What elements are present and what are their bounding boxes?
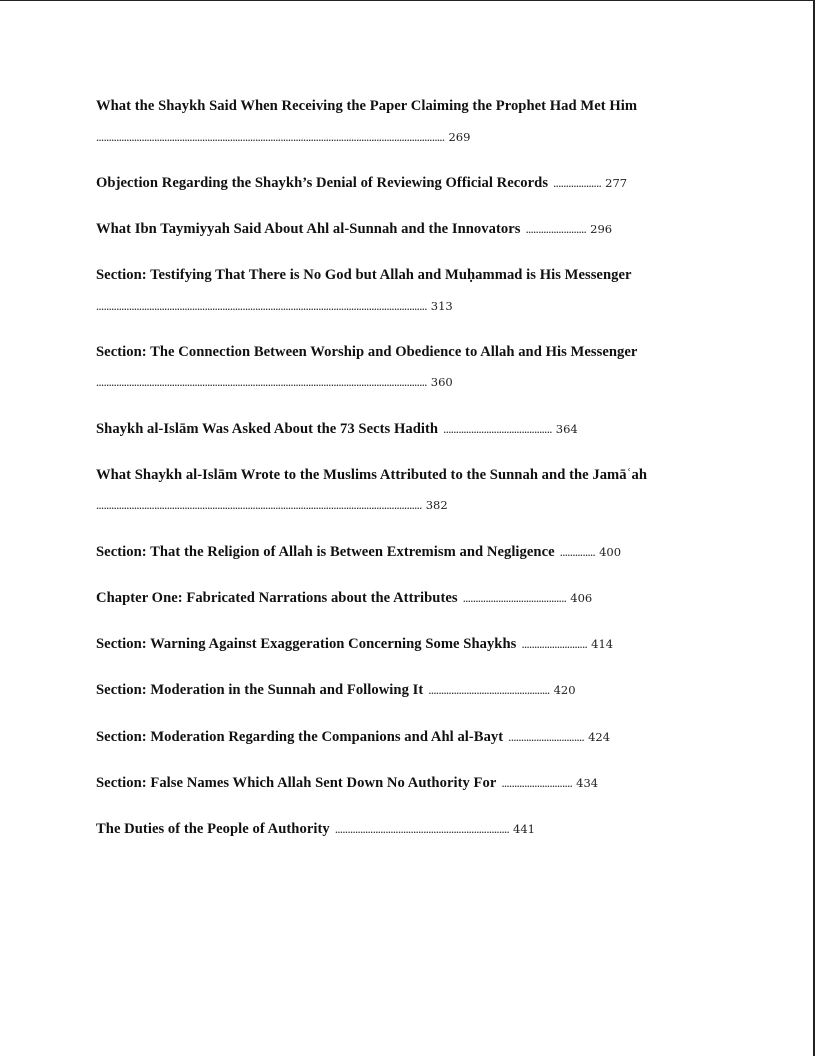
toc-entry-title: Shaykh al-Islām Was Asked About the 73 Sects Hadith [96,421,439,437]
toc-entry-leader-line[interactable] [96,496,448,513]
toc-entry[interactable] [96,774,598,791]
page-number: 277 [605,176,628,190]
dot-leader: ................................................................................................................................... [96,299,427,313]
dot-leader: ........................ [525,222,587,236]
dot-leader: ................................................................................................................................. [96,498,422,512]
toc-entry-title: What Ibn Taymiyyah Said About Ahl al-Sunnah and the Innovators [96,221,521,237]
toc-entry[interactable] [96,174,627,191]
toc-entry-title: Section: Warning Against Exaggeration Concerning Some Shaykhs [96,636,517,652]
page-number: 313 [430,299,453,313]
dot-leader: .............. [559,545,596,559]
page-number: 420 [553,683,576,697]
toc-entry-title: Section: That the Religion of Allah is Between Extremism and Negligence [96,544,555,560]
toc-entry-title: Section: Moderation in the Sunnah and Following It [96,682,424,698]
dot-leader: ............................ [501,776,573,790]
page-number: 364 [555,422,578,436]
toc-entry[interactable] [96,589,592,606]
dot-leader: ......................................... [462,591,567,605]
toc-entry[interactable] [96,681,576,698]
page-number: 441 [513,822,535,836]
toc-entry[interactable] [96,220,612,237]
toc-entry-title: Chapter One: Fabricated Narrations about the Attributes [96,590,458,606]
toc-entry[interactable] [96,543,621,560]
toc-entry-title: The Duties of the People of Authority [96,821,330,837]
toc-entry-title: Objection Regarding the Shaykh’s Denial of Reviewing Official Records [96,175,549,191]
toc-entry[interactable] [96,820,535,837]
page-number: 406 [570,591,593,605]
page-number: 296 [590,222,613,236]
dot-leader: ........................................... [443,422,552,436]
page-number: 382 [425,498,448,512]
dot-leader: .............................. [508,730,585,744]
toc-entry-title-line[interactable] [96,266,632,283]
page-number: 360 [430,375,453,389]
toc-entry-leader-line[interactable] [96,297,453,314]
toc-entry-title-line[interactable] [96,466,647,483]
toc-entry[interactable] [96,420,578,437]
dot-leader: ................................................ [428,683,550,697]
dot-leader: ................... [553,176,602,190]
dot-leader: ..................................................................... [334,822,510,836]
toc-entry-title: Section: The Connection Between Worship and Obedience to Allah and His Messenger [96,344,638,360]
toc-entry[interactable] [96,635,613,652]
toc-entry-title-line[interactable] [96,343,637,360]
page-number: 424 [588,730,611,744]
toc-entry-title: Section: False Names Which Allah Sent Down No Authority For [96,775,497,791]
toc-entry[interactable] [96,728,610,745]
toc-entry-leader-line[interactable] [96,373,453,390]
dot-leader: .......................................................................................................................................... [96,130,445,144]
page-number: 414 [591,637,614,651]
dot-leader: ................................................................................................................................... [96,375,427,389]
page-number: 400 [599,545,622,559]
page-number: 434 [576,776,599,790]
toc-entry-title: Section: Testifying That There is No God but Allah and Muḥammad is His Messenger [96,267,632,283]
page-number: 269 [448,130,471,144]
toc-entry-title-line[interactable] [96,97,637,114]
toc-entry-leader-line[interactable] [96,128,470,145]
toc-entry-title: What the Shaykh Said When Receiving the Paper Claiming the Prophet Had Met Him [96,98,638,114]
toc-entry-title: What Shaykh al-Islām Wrote to the Muslims Attributed to the Sunnah and the Jamāʿah [96,467,648,483]
toc-entry-title: Section: Moderation Regarding the Companions and Ahl al-Bayt [96,729,504,745]
dot-leader: .......................... [521,637,588,651]
